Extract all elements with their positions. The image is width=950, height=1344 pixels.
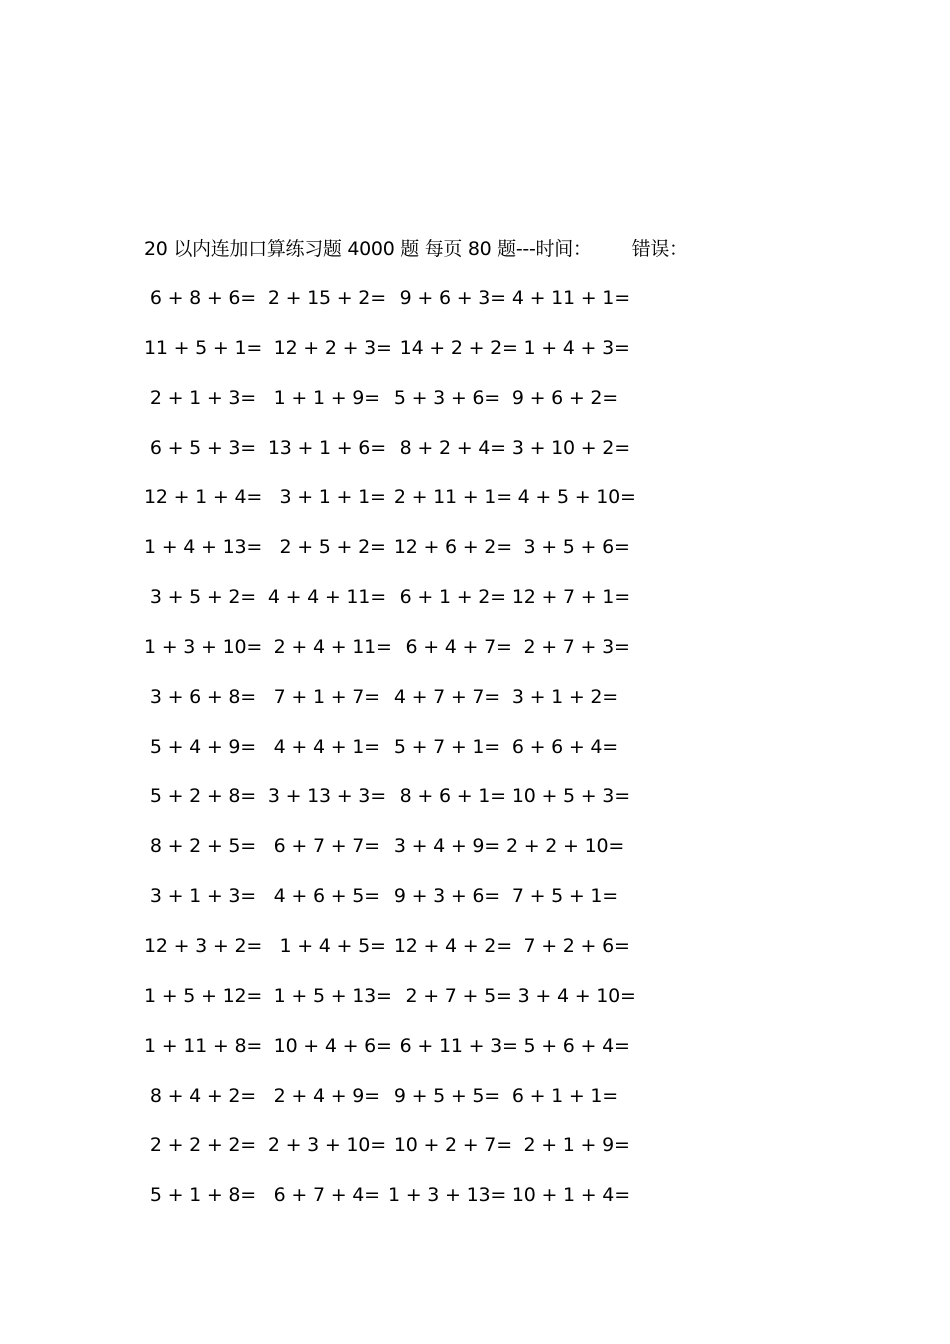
problem-item: 3 + 6 + 8= [144,685,257,708]
problem-row [144,783,644,833]
problem-item: 9 + 5 + 5= [388,1084,501,1107]
problem-item: 4 + 6 + 5= [262,885,380,908]
title-text: 20 以内连加口算练习题 4000 题 每页 80 题---时间： [144,238,592,260]
problem-item: 3 + 1 + 3= [144,885,257,908]
problem-row [144,1132,644,1182]
problem-row [144,385,644,435]
problem-item: 12 + 7 + 1= [506,586,630,609]
problem-item: 10 + 2 + 7= [388,1134,512,1157]
problem-item: 9 + 6 + 3= [388,287,506,309]
problem-row [144,435,644,485]
problem-item: 10 + 5 + 3= [506,785,630,808]
problem-row [144,634,644,684]
problem-item: 8 + 2 + 4= [388,436,506,459]
problem-item: 8 + 6 + 1= [388,785,506,808]
problem-item: 9 + 6 + 2= [506,386,619,409]
problem-item: 3 + 5 + 2= [144,586,257,609]
errors-label: 错误： [631,238,688,260]
problem-item: 5 + 7 + 1= [388,735,501,758]
problem-item: 2 + 3 + 10= [262,1134,386,1157]
problem-item: 12 + 2 + 3= [262,336,392,359]
problem-item: 12 + 4 + 2= [388,934,512,957]
problem-row [144,1182,644,1232]
problem-item: 2 + 11 + 1= [388,486,512,509]
problem-item: 4 + 7 + 7= [388,685,501,708]
problem-item: 2 + 4 + 9= [262,1084,380,1107]
problem-item: 7 + 1 + 7= [262,685,380,708]
problem-item: 3 + 1 + 1= [262,486,386,509]
problem-item: 1 + 1 + 9= [262,386,380,409]
problem-item: 2 + 7 + 5= [388,984,512,1007]
problem-item: 6 + 7 + 7= [262,835,380,858]
problem-item: 2 + 1 + 9= [506,1134,630,1157]
problem-row [144,883,644,933]
problem-item: 4 + 4 + 1= [262,735,380,758]
problem-grid [144,285,644,1232]
problem-row [144,335,644,385]
problem-row [144,484,644,534]
problem-item: 7 + 2 + 6= [506,934,630,957]
problem-item: 2 + 7 + 3= [506,635,630,658]
problem-item: 3 + 4 + 9= [388,835,501,858]
problem-item: 6 + 7 + 4= [262,1184,380,1207]
problem-item: 14 + 2 + 2= [388,336,518,359]
problem-item: 1 + 5 + 13= [262,984,392,1007]
problem-row [144,285,644,335]
problem-item: 3 + 13 + 3= [262,785,386,808]
problem-row [144,983,644,1033]
problem-item: 2 + 15 + 2= [262,287,386,309]
problem-item: 2 + 2 + 10= [506,835,625,858]
problem-item: 2 + 1 + 3= [144,386,257,409]
problem-item: 5 + 6 + 4= [506,1034,630,1057]
problem-item: 2 + 5 + 2= [262,536,386,559]
problem-item: 12 + 6 + 2= [388,536,512,559]
problem-row [144,1083,644,1133]
problem-item: 1 + 4 + 13= [144,536,263,559]
problem-item: 9 + 3 + 6= [388,885,501,908]
problem-item: 2 + 4 + 11= [262,635,392,658]
problem-item: 1 + 3 + 10= [144,635,263,658]
problem-item: 12 + 3 + 2= [144,934,263,957]
problem-item: 11 + 5 + 1= [144,336,263,359]
problem-item: 5 + 3 + 6= [388,386,501,409]
problem-row [144,684,644,734]
problem-item: 1 + 4 + 5= [262,934,386,957]
problem-item: 4 + 11 + 1= [506,287,630,309]
problem-item: 10 + 4 + 6= [262,1034,392,1057]
problem-item: 6 + 11 + 3= [388,1034,518,1057]
problem-item: 2 + 2 + 2= [144,1134,257,1157]
problem-item: 4 + 5 + 10= [506,486,636,509]
problem-item: 6 + 8 + 6= [144,287,257,309]
problem-item: 6 + 1 + 1= [506,1084,619,1107]
problem-item: 13 + 1 + 6= [262,436,386,459]
problem-item: 5 + 1 + 8= [144,1184,257,1207]
problem-row [144,584,644,634]
problem-item: 6 + 1 + 2= [388,586,506,609]
problem-item: 6 + 4 + 7= [388,635,512,658]
problem-row [144,734,644,784]
worksheet-title [144,236,688,262]
problem-item: 7 + 5 + 1= [506,885,619,908]
problem-item: 6 + 6 + 4= [506,735,619,758]
problem-item: 6 + 5 + 3= [144,436,257,459]
problem-item: 3 + 10 + 2= [506,436,630,459]
problem-item: 3 + 1 + 2= [506,685,619,708]
problem-item: 3 + 5 + 6= [506,536,630,559]
problem-item: 3 + 4 + 10= [506,984,636,1007]
problem-item: 1 + 5 + 12= [144,984,263,1007]
problem-row [144,933,644,983]
problem-item: 5 + 2 + 8= [144,785,257,808]
problem-item: 4 + 4 + 11= [262,586,386,609]
problem-item: 5 + 4 + 9= [144,735,257,758]
problem-item: 1 + 4 + 3= [506,336,630,359]
problem-item: 1 + 3 + 13= [388,1184,507,1207]
problem-item: 8 + 4 + 2= [144,1084,257,1107]
problem-item: 10 + 1 + 4= [506,1184,630,1207]
problem-row [144,534,644,584]
problem-item: 12 + 1 + 4= [144,486,263,509]
problem-item: 8 + 2 + 5= [144,835,257,858]
problem-row [144,1033,644,1083]
problem-row [144,833,644,883]
problem-item: 1 + 11 + 8= [144,1034,263,1057]
